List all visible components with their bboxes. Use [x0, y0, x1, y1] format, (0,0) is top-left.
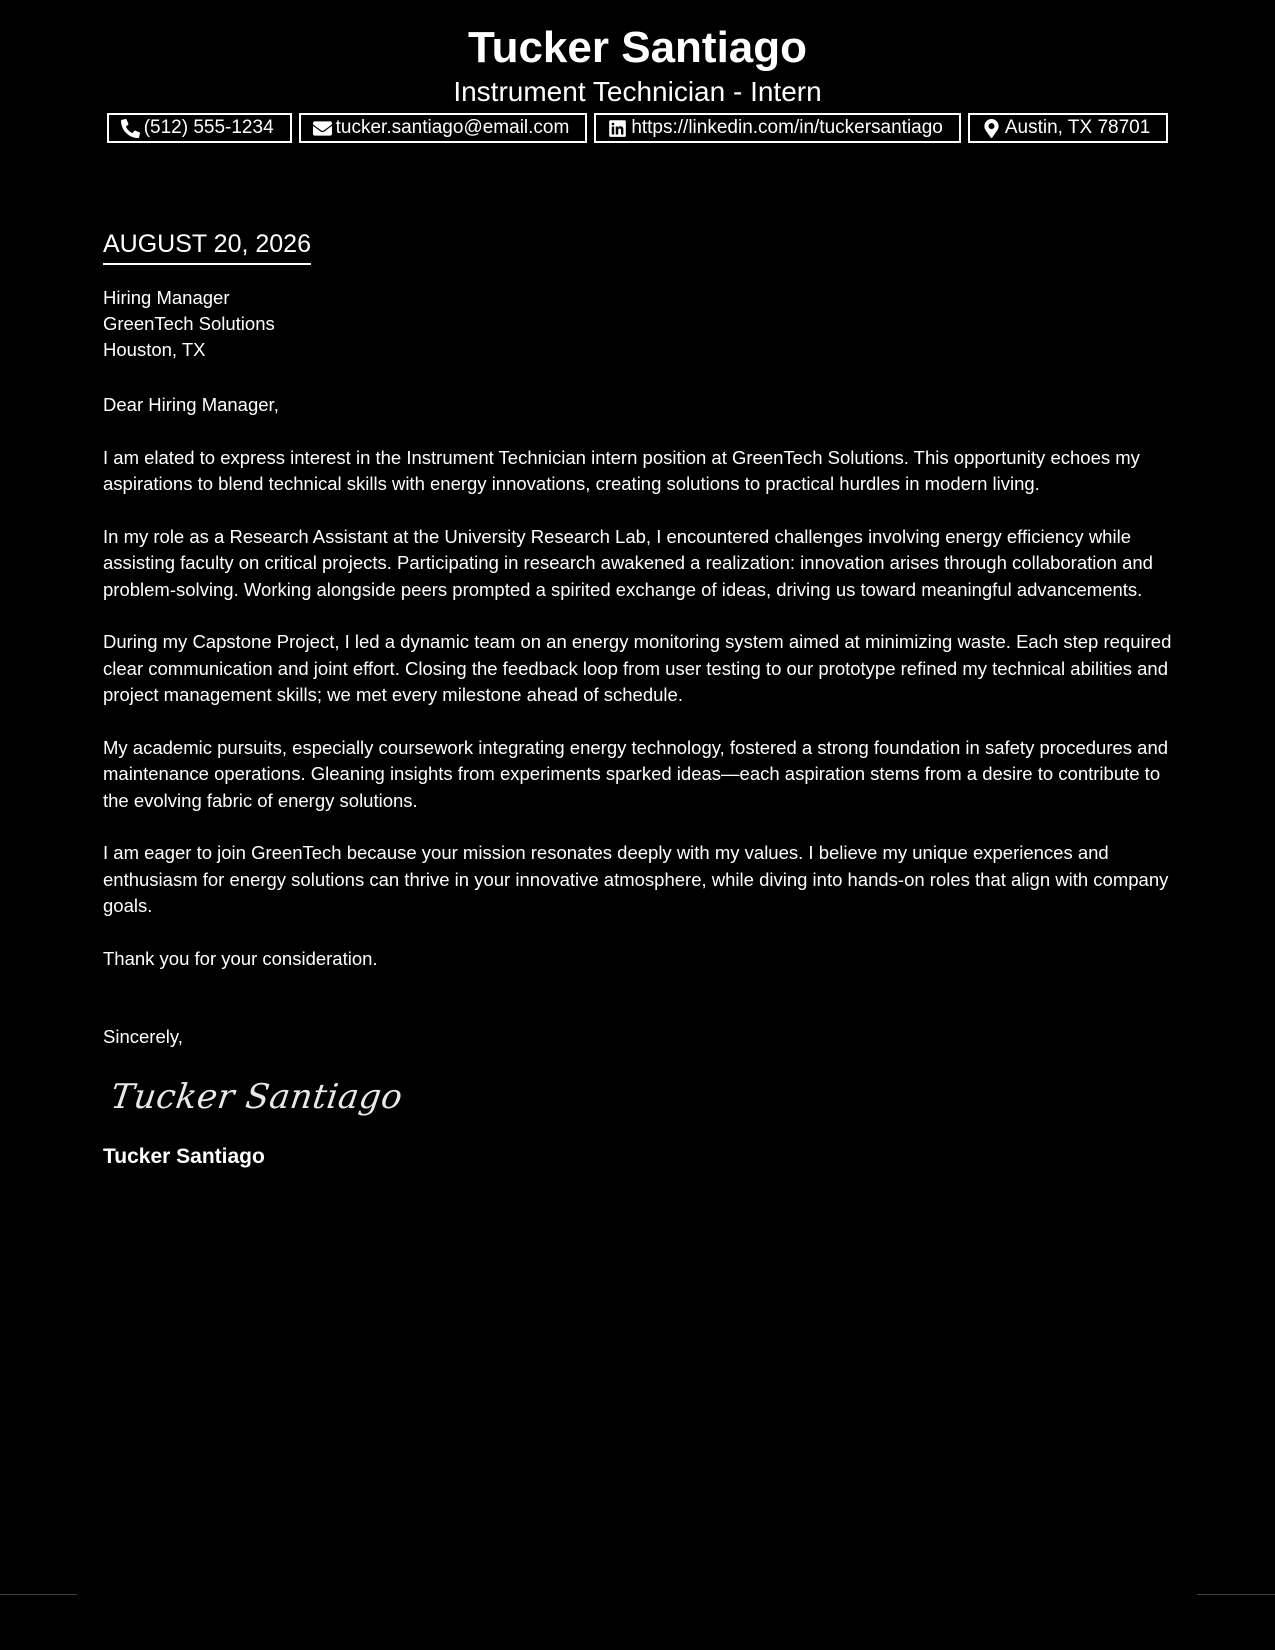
footer-divider-left — [0, 1594, 77, 1595]
paragraph-thanks: Thank you for your consideration. — [103, 947, 378, 969]
contact-bar — [0, 113, 1275, 143]
location-text: Austin, TX 78701 — [1004, 117, 1151, 138]
envelope-icon — [313, 119, 332, 138]
recipient-block — [103, 285, 1173, 363]
recipient-company: GreenTech Solutions — [103, 313, 275, 334]
email-text: tucker.santiago@email.com — [335, 117, 570, 138]
letter-date: AUGUST 20, 2026 — [103, 227, 311, 265]
paragraph-4: My academic pursuits, especially coursework integrating energy technology, fostered a strong foundation in safety procedures and maintenance operations. Gleaning insights from experiments sparked ideas—each aspiration stems from a desire to contribute to the evolving fabric of energy solutions. — [103, 736, 1169, 811]
paragraph-3: During my Capstone Project, I led a dynamic team on an energy monitoring system aimed at minimizing waste. Each step required clear communication and joint effort. Closing the feedback loop from user testing to our prototype refined my technical abilities and project management skills; we met every milestone ahead of schedule. — [103, 631, 1172, 705]
closing: Sincerely, — [103, 1026, 183, 1047]
letter-body — [103, 227, 1173, 1171]
contact-phone[interactable] — [107, 113, 292, 143]
applicant-name: Tucker Santiago — [467, 23, 808, 72]
letter-header — [0, 20, 1275, 108]
linkedin-text: https://linkedin.com/in/tuckersantiago — [631, 117, 943, 138]
contact-linkedin[interactable] — [594, 113, 961, 143]
signature: Tucker Santiago — [108, 1076, 406, 1117]
phone-icon — [121, 119, 140, 138]
job-title: Instrument Technician - Intern — [453, 76, 822, 107]
contact-location[interactable] — [968, 113, 1168, 143]
paragraph-5: I am eager to join GreenTech because your mission resonates deeply with my values. I believe my unique experiences and enthusiasm for energy solutions can thrive in your innovative atmosphere, while diving into hands-on roles that align with company goals. — [103, 842, 1169, 916]
recipient-location: Houston, TX — [103, 339, 206, 360]
signature-wrapper — [103, 1051, 1173, 1121]
greeting: Dear Hiring Manager, — [103, 394, 279, 415]
linkedin-icon — [608, 119, 627, 138]
recipient-name: Hiring Manager — [103, 287, 230, 308]
map-marker-icon — [982, 119, 1001, 138]
contact-email[interactable] — [299, 113, 588, 143]
signed-name: Tucker Santiago — [103, 1144, 265, 1168]
paragraph-1: I am elated to express interest in the Instrument Technician intern position at GreenTech Solutions. This opportunity echoes my aspirations to blend technical skills with energy innovations, creating solutions to practical hurdles in modern living. — [103, 446, 1140, 494]
phone-text: (512) 555-1234 — [143, 117, 274, 138]
footer-divider-right — [1197, 1594, 1275, 1595]
paragraph-2: In my role as a Research Assistant at the University Research Lab, I encountered challenges involving energy efficiency while assisting faculty on critical projects. Participating in research awakened a realization: innovation arises through collaboration and problem-solving. Working alongside peers prompted a spirited exchange of ideas, driving us toward meaningful advancements. — [103, 525, 1153, 600]
